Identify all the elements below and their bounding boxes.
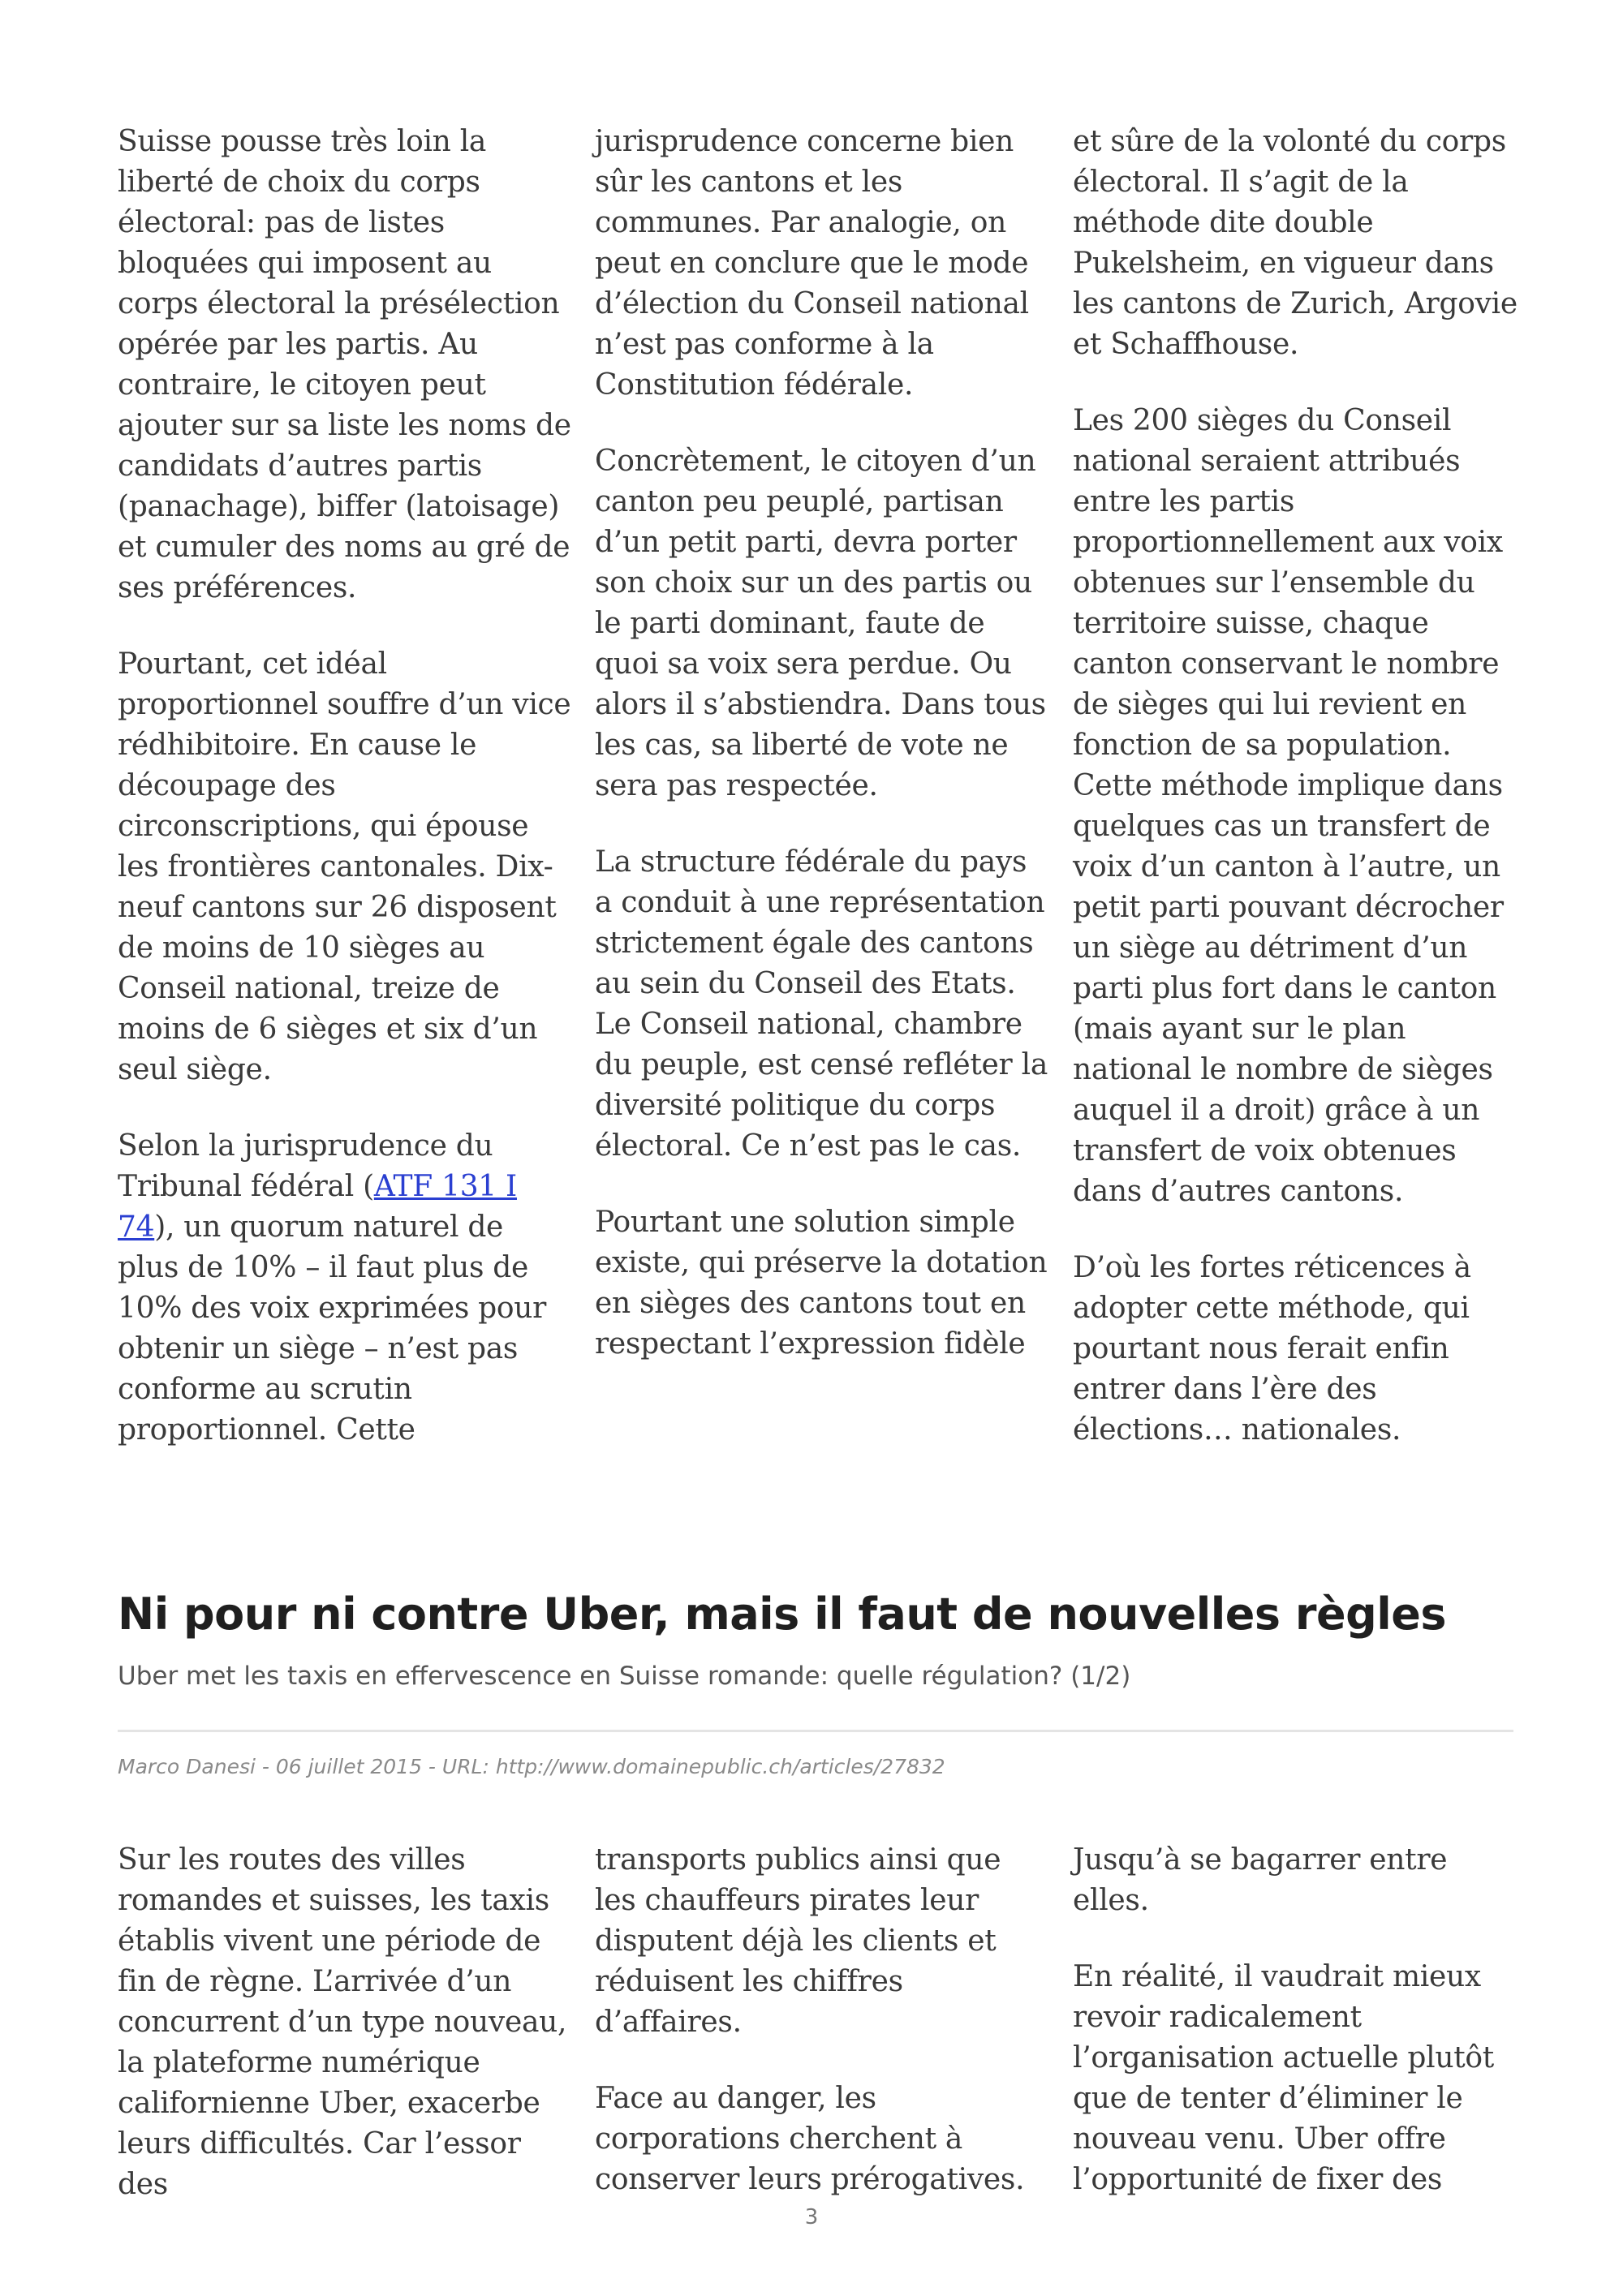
article-subtitle: Uber met les taxis en effervescence en Suisse romande: quelle régulation? (1/2): [118, 1662, 1131, 1691]
article-column-1: [118, 1840, 572, 2205]
paragraph: [118, 1126, 572, 1451]
paragraph-text: Selon la jurisprudence du Tribunal fédéral (: [118, 1129, 493, 1203]
paragraph: jurisprudence concerne bien sûr les cantons et les communes. Par analogie, on peut en conclure que le mode d’élection du Conseil national n’est pas conforme à la Constitution fédérale.: [595, 125, 1029, 402]
prev-article-column-3: [1073, 122, 1527, 1451]
atf-link[interactable]: ATF 131 I 74: [118, 1170, 517, 1244]
article-meta: Marco Danesi - 06 juillet 2015 - URL: http://www.domainepublic.ch/articles/27832: [118, 1755, 945, 1778]
article-title: Ni pour ni contre Uber, mais il faut de nouvelles règles: [118, 1589, 1447, 1640]
page-number: 3: [804, 2205, 819, 2229]
divider: [118, 1730, 1513, 1732]
prev-article-column-2: [595, 122, 1049, 1365]
paragraph: Suisse pousse très loin la liberté de choix du corps électoral: pas de listes bloquées qui imposent au corps électoral la présélection opérée par les partis. Au contraire, le citoyen peut ajouter sur sa liste les noms de candidats d’autres partis (panachage), biffer (latoisage) et cumuler des noms au gré de ses préférences.: [118, 125, 571, 604]
paragraph: Face au danger, les corporations cherchent à conserver leurs prérogatives.: [595, 2082, 1025, 2196]
paragraph: transports publics ainsi que les chauffeurs pirates leur disputent déjà les clients et réduisent les chiffres d’affaires.: [595, 1843, 1001, 2039]
paragraph: Concrètement, le citoyen d’un canton peu peuplé, partisan d’un petit parti, devra porter son choix sur un des partis ou le parti dominant, faute de quoi sa voix sera perdue. Ou alors il s’abstiendra. Dans tous les cas, sa liberté de vote ne sera pas respectée.: [595, 445, 1046, 802]
paragraph: D’où les fortes réticences à adopter cette méthode, qui pourtant nous ferait enfin entrer dans l’ère des élections… nationales.: [1073, 1251, 1471, 1447]
paragraph-text: ), un quorum naturel de plus de 10% – il faut plus de 10% des voix exprimées pour obtenir un siège – n’est pas conforme au scrutin proportionnel. Cette: [118, 1210, 547, 1447]
paragraph: Les 200 sièges du Conseil national seraient attribués entre les partis proportionnellement aux voix obtenues sur l’ensemble du territoire suisse, chaque canton conservant le nombre de sièges qui lui revient en fonction de sa population. Cette méthode implique dans quelques cas un transfert de voix d’un canton à l’autre, un petit parti pouvant décrocher un siège au détriment d’un parti plus fort dans le canton (mais ayant sur le plan national le nombre de sièges auquel il a droit) grâce à un transfert de voix obtenues dans d’autres cantons.: [1073, 404, 1504, 1208]
paragraph: et sûre de la volonté du corps électoral. Il s’agit de la méthode dite double Pukelsheim, en vigueur dans les cantons de Zurich, Argovie et Schaffhouse.: [1073, 125, 1518, 361]
prev-article-column-1: [118, 122, 572, 1451]
paragraph: Sur les routes des villes romandes et suisses, les taxis établis vivent une période de fin de règne. L’arrivée d’un concurrent d’un type nouveau, la plateforme numérique californienne Uber, exacerbe leurs difficultés. Car l’essor des: [118, 1843, 567, 2201]
paragraph: En réalité, il vaudrait mieux revoir radicalement l’organisation actuelle plutôt que de tenter d’éliminer le nouveau venu. Uber offre l’opportunité de fixer des: [1073, 1960, 1494, 2196]
paragraph: La structure fédérale du pays a conduit à une représentation strictement égale des cantons au sein du Conseil des Etats. Le Conseil national, chambre du peuple, est censé refléter la diversité politique du corps électoral. Ce n’est pas le cas.: [595, 845, 1048, 1163]
article-column-3: [1073, 1840, 1527, 2200]
article-column-2: [595, 1840, 1049, 2200]
paragraph: Pourtant une solution simple existe, qui préserve la dotation en sièges des cantons tout en respectant l’expression fidèle: [595, 1206, 1048, 1361]
paragraph: Pourtant, cet idéal proportionnel souffre d’un vice rédhibitoire. En cause le découpage des circonscriptions, qui épouse les frontières cantonales. Dix-neuf cantons sur 26 disposent de moins de 10 sièges au Conseil national, treize de moins de 6 sièges et six d’un seul siège.: [118, 647, 571, 1086]
paragraph: Jusqu’à se bagarrer entre elles.: [1073, 1843, 1448, 1917]
